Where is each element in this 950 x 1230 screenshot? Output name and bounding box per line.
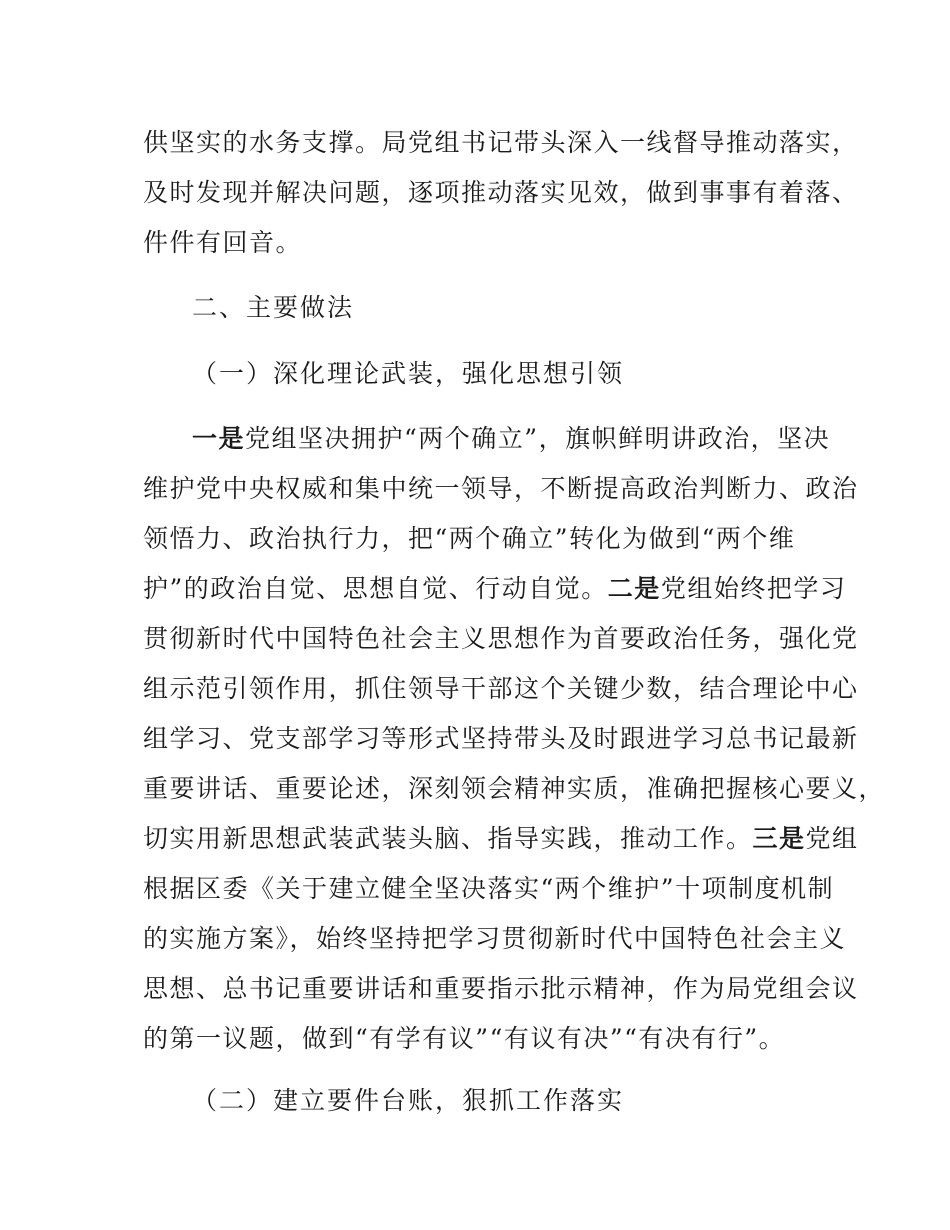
- paragraph-line: [143, 574, 846, 604]
- ordinal-marker: 二是: [607, 574, 661, 603]
- subsection-heading: （二）建立要件台账，狠抓工作落实: [192, 1086, 625, 1115]
- paragraph-line: 供坚实的水务支撑。局党组书记带头深入一线督导推动落实，: [143, 128, 859, 157]
- paragraph-line: 重要讲话、重要论述，深刻领会精神实质，准确把握核心要义，: [143, 774, 886, 803]
- paragraph-line: [192, 424, 830, 454]
- paragraph-line: 及时发现并解决问题，逐项推动落实见效，做到事事有着落、: [143, 178, 859, 207]
- paragraph-line: 的实施方案》，始终坚持把学习贯彻新时代中国特色社会主义: [143, 924, 847, 953]
- paragraph-text: 党组坚决拥护“两个确立”，旗帜鲜明讲政治，坚决: [245, 424, 831, 453]
- subsection-heading: （一）深化理论武装，强化思想引领: [192, 359, 625, 388]
- paragraph-line: [143, 824, 859, 854]
- paragraph-line: 贯彻新时代中国特色社会主义思想作为首要政治任务，强化党: [143, 624, 859, 653]
- paragraph-line: 件件有回音。: [143, 228, 303, 257]
- paragraph-text: 党组: [805, 824, 859, 853]
- paragraph-line: 组示范引领作用，抓住领导干部这个关键少数，结合理论中心: [143, 674, 859, 703]
- paragraph-line: 组学习、党支部学习等形式坚持带头及时跟进学习总书记最新: [143, 724, 859, 753]
- ordinal-marker: 三是: [752, 824, 806, 853]
- paragraph-line: 根据区委《关于建立健全坚决落实“两个维护”十项制度机制: [143, 874, 835, 903]
- paragraph-line: 思想、总书记重要讲话和重要指示批示精神，作为局党组会议: [143, 974, 859, 1003]
- paragraph-line: 的第一议题，做到“有学有议”“有议有决”“有决有行”。: [143, 1024, 786, 1053]
- paragraph-line: 领悟力、政治执行力，把“两个确立”转化为做到“两个维: [143, 524, 796, 553]
- section-heading: 二、主要做法: [192, 293, 355, 322]
- paragraph-text: 切实用新思想武装武装头脑、指导实践，推动工作。: [143, 824, 753, 853]
- paragraph-text: 党组始终把学习: [660, 574, 847, 603]
- paragraph-text: 护”的政治自觉、思想自觉、行动自觉。: [143, 574, 608, 603]
- ordinal-marker: 一是: [192, 424, 246, 453]
- paragraph-line: 维护党中央权威和集中统一领导，不断提高政治判断力、政治: [143, 474, 859, 503]
